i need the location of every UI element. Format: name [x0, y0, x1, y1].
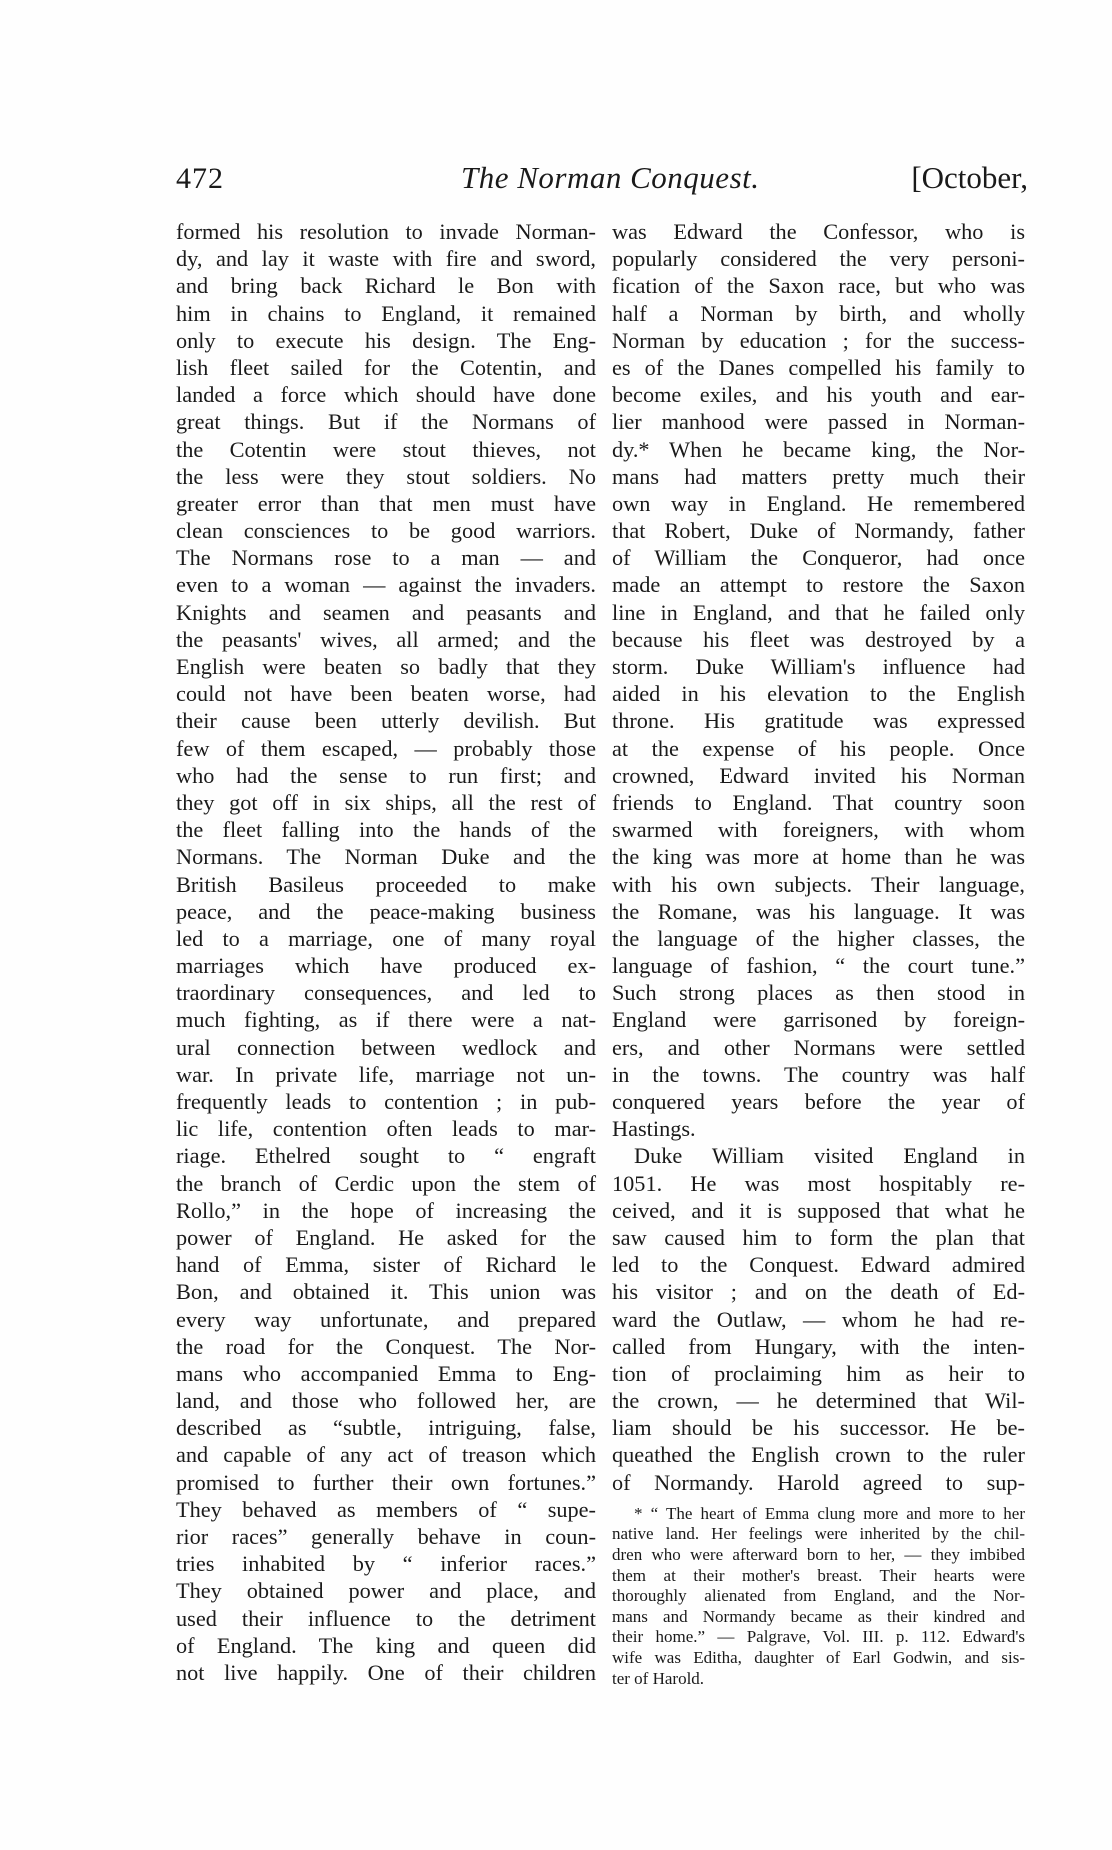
text-line: the crown, — he determined that Wil- [612, 1388, 1025, 1414]
text-line: storm. Duke William's influence had [612, 654, 1025, 679]
text-line: ter of Harold. [612, 1668, 705, 1688]
text-line: become exiles, and his youth and ear- [612, 382, 1025, 408]
text-line: England were garrisoned by foreign- [612, 1007, 1025, 1033]
text-line: of England. The king and queen did [176, 1632, 596, 1658]
text-line: clean consciences to be good warriors. [176, 518, 596, 544]
text-line: hand of Emma, sister of Richard le [176, 1252, 596, 1278]
text-line: Norman by education ; for the success- [612, 327, 1025, 353]
text-line: much fighting, as if there were a nat- [176, 1007, 596, 1033]
text-line: Rollo,” in the hope of increasing the [176, 1197, 596, 1223]
text-line: only to execute his design. The Eng- [176, 327, 596, 353]
text-line: even to a woman — against the invaders. [176, 572, 596, 598]
text-line: the less were they stout soldiers. No [176, 463, 596, 489]
text-line: mans who accompanied Emma to Eng- [176, 1360, 596, 1386]
text-line: aided in his elevation to the English [612, 681, 1025, 707]
text-line: they got off in six ships, all the rest of [176, 789, 596, 815]
text-line: dy, and lay it waste with fire and sword, [176, 246, 596, 272]
text-line: tries inhabited by “ inferior races.” [176, 1551, 596, 1577]
text-line: saw caused him to form the plan that [612, 1224, 1025, 1250]
text-line: few of them escaped, — probably those [176, 735, 596, 761]
text-line: half a Norman by birth, and wholly [612, 300, 1025, 326]
text-line: * “ The heart of Emma clung more and more to her [634, 1503, 1025, 1523]
text-line: crowned, Edward invited his Norman [612, 762, 1025, 788]
text-line: the Cotentin were stout thieves, not [176, 436, 596, 462]
text-line: of William the Conqueror, had once [612, 545, 1025, 571]
text-line: every way unfortunate, and prepared [176, 1306, 596, 1332]
text-line: riage. Ethelred sought to “ engraft [176, 1143, 596, 1169]
text-line: tion of proclaiming him as heir to [612, 1360, 1025, 1386]
text-line: him in chains to England, it remained [176, 300, 596, 326]
text-line: native land. Her feelings were inherited by the chil- [612, 1524, 1025, 1544]
text-line: marriages which have produced ex- [176, 953, 596, 979]
text-line: great things. But if the Normans of [176, 409, 596, 435]
text-line: and bring back Richard le Bon with [176, 273, 596, 299]
text-line: and capable of any act of treason which [176, 1442, 596, 1468]
text-line: lier manhood were passed in Norman- [612, 409, 1025, 435]
left-column [176, 218, 596, 1686]
text-line: at the expense of his people. Once [612, 735, 1025, 761]
text-line: used their influence to the detriment [176, 1605, 596, 1631]
text-line: Hastings. [612, 1116, 696, 1142]
text-line: who had the sense to run first; and [176, 762, 596, 788]
text-line: the fleet falling into the hands of the [176, 817, 596, 843]
text-line: in the towns. The country was half [612, 1061, 1025, 1087]
text-line: dy.* When he became king, the Nor- [612, 436, 1025, 462]
text-line: land, and those who followed her, are [176, 1388, 596, 1414]
text-line: Normans. The Norman Duke and the [176, 844, 596, 870]
text-line: not live happily. One of their children [176, 1659, 596, 1685]
text-line: own way in England. He remembered [612, 490, 1025, 516]
text-line: them at their mother's breast. Their hearts were [612, 1565, 1025, 1585]
text-line: Bon, and obtained it. This union was [176, 1279, 596, 1305]
page-number: 472 [176, 162, 224, 195]
text-line: the road for the Conquest. The Nor- [176, 1333, 596, 1359]
text-line: line in England, and that he failed only [612, 599, 1025, 625]
text-line: conquered years before the year of [612, 1089, 1025, 1114]
text-line: his visitor ; and on the death of Ed- [612, 1279, 1025, 1305]
text-line: popularly considered the very personi- [612, 246, 1025, 272]
text-line: led to a marriage, one of many royal [176, 925, 596, 951]
text-line: traordinary consequences, and led to [176, 980, 596, 1006]
text-line: queathed the English crown to the ruler [612, 1442, 1025, 1468]
text-line: The Normans rose to a man — and [176, 545, 596, 571]
text-line: peace, and the peace-making business [176, 898, 596, 924]
text-line: liam should be his successor. He be- [612, 1415, 1025, 1441]
footnote [612, 1504, 1025, 1689]
text-line: English were beaten so badly that they [176, 654, 596, 679]
text-line: mans had matters pretty much their [612, 463, 1025, 489]
text-line: ceived, and it is supposed that what he [612, 1197, 1025, 1223]
text-line: promised to further their own fortunes.” [176, 1469, 596, 1495]
text-line: of Normandy. Harold agreed to sup- [612, 1469, 1025, 1495]
text-line: mans and Normandy became as their kindred and [612, 1606, 1025, 1626]
text-line: the branch of Cerdic upon the stem of [176, 1170, 596, 1196]
text-line: Knights and seamen and peasants and [176, 599, 596, 625]
text-line: greater error than that men must have [176, 490, 596, 516]
text-line: language of fashion, “ the court tune.” [612, 953, 1025, 979]
text-line: wife was Editha, daughter of Earl Godwin, and sis- [612, 1647, 1025, 1667]
text-line: friends to England. That country soon [612, 789, 1025, 815]
text-line: lic life, contention often leads to mar- [176, 1116, 596, 1142]
running-title: The Norman Conquest. [461, 160, 760, 195]
text-line: Duke William visited England in [634, 1143, 1025, 1169]
right-column-body [612, 218, 1025, 1496]
issue-month: [October, [911, 160, 1028, 195]
text-line: ward the Outlaw, — whom he had re- [612, 1306, 1025, 1332]
text-line: their cause been utterly devilish. But [176, 708, 596, 734]
text-line: power of England. He asked for the [176, 1224, 596, 1250]
text-line: the peasants' wives, all armed; and the [176, 626, 596, 652]
text-line: Such strong places as then stood in [612, 980, 1025, 1006]
text-line: swarmed with foreigners, with whom [612, 817, 1025, 843]
text-line: described as “subtle, intriguing, false, [176, 1415, 596, 1441]
text-line: fication of the Saxon race, but who was [612, 273, 1025, 299]
text-line: throne. His gratitude was expressed [612, 708, 1025, 734]
text-line: es of the Danes compelled his family to [612, 354, 1025, 380]
text-line: because his fleet was destroyed by a [612, 626, 1025, 652]
text-line: led to the Conquest. Edward admired [612, 1252, 1025, 1278]
right-column [612, 218, 1025, 1689]
text-line: could not have been beaten worse, had [176, 681, 596, 707]
text-line: called from Hungary, with the inten- [612, 1333, 1025, 1359]
text-line: the language of the higher classes, the [612, 925, 1025, 951]
text-line: British Basileus proceeded to make [176, 871, 596, 897]
text-line: that Robert, Duke of Normandy, father [612, 518, 1025, 544]
text-line: They obtained power and place, and [176, 1578, 596, 1604]
text-line: rior races” generally behave in coun- [176, 1524, 596, 1549]
text-line: thoroughly alienated from England, and the Nor- [612, 1586, 1025, 1606]
text-line: ers, and other Normans were settled [612, 1034, 1025, 1060]
text-line: frequently leads to contention ; in pub- [176, 1089, 596, 1114]
text-line: the king was more at home than he was [612, 844, 1025, 870]
text-line: landed a force which should have done [176, 382, 596, 408]
text-line: their home.” — Palgrave, Vol. III. p. 112. Edward's [612, 1627, 1025, 1647]
text-line: ural connection between wedlock and [176, 1034, 596, 1060]
text-line: war. In private life, marriage not un- [176, 1061, 596, 1087]
text-line: 1051. He was most hospitably re- [612, 1170, 1025, 1196]
text-line: They behaved as members of “ supe- [176, 1496, 596, 1522]
text-line: the Romane, was his language. It was [612, 898, 1025, 924]
text-line: formed his resolution to invade Norman- [176, 219, 596, 244]
text-line: with his own subjects. Their language, [612, 871, 1025, 897]
text-line: dren who were afterward born to her, — they imbibed [612, 1545, 1025, 1564]
text-line: made an attempt to restore the Saxon [612, 572, 1025, 598]
running-head [176, 160, 1028, 200]
text-line: lish fleet sailed for the Cotentin, and [176, 354, 596, 380]
text-line: was Edward the Confessor, who is [612, 219, 1025, 244]
